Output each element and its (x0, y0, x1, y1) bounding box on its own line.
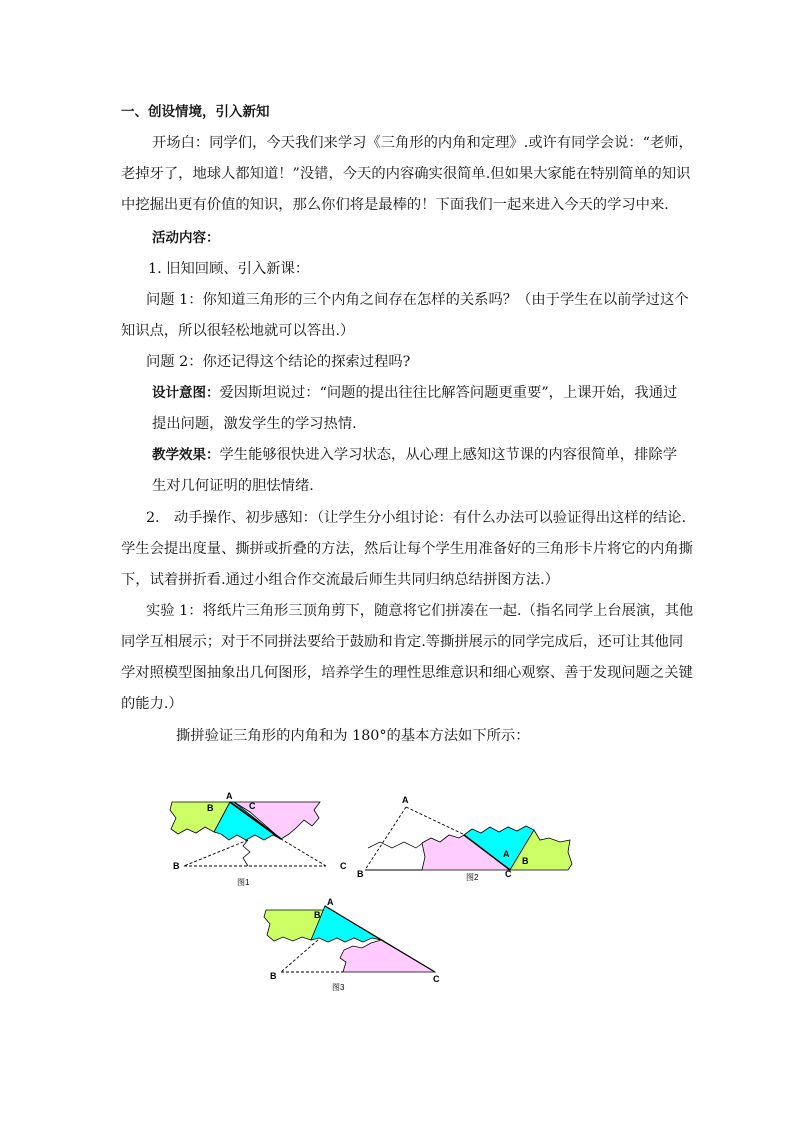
fig2-label-a: A (503, 849, 510, 859)
fig1-label-b-top: B (207, 803, 214, 813)
design-intent-line-2: 提出问题，激发学生的学习热情. (152, 416, 357, 432)
fig3-label-c: C (433, 974, 440, 984)
fig2-label-b-right: B (522, 856, 529, 866)
fig3-label-a: A (327, 897, 334, 907)
opening-line-2: 老掉牙了，地球人都知道！”没错，今天的内容确实很简单.但如果大家能在特别简单的知识 (121, 166, 691, 182)
fig3-pink-piece (340, 940, 435, 972)
fig3-label-b-top: B (314, 910, 321, 920)
figure-2 (357, 795, 572, 882)
item-2-line-1: 2． 动手操作、初步感知：（让学生分小组讨论：有什么办法可以验证得出这样的结论. (146, 510, 687, 526)
figure-3 (264, 897, 440, 992)
fig1-label-c: C (340, 861, 347, 871)
activity-heading: 活动内容： (152, 230, 220, 246)
item-2-line-3: 下，试着拼折看.通过小组合作交流最后师生共同归纳总结拼图方法.） (121, 572, 559, 588)
fig1-label-c-top: C (249, 801, 256, 811)
teaching-effect-label: 教学效果： (152, 447, 220, 463)
opening-line-3: 中挖掘出更有价值的知识，那么你们将是最棒的！下面我们一起来进入今天的学习中来. (121, 197, 669, 213)
fig1-label-a: A (226, 791, 233, 801)
fig2-label-a-top: A (402, 795, 409, 805)
experiment-1-line-1: 实验 1：将纸片三角形三顶角剪下，随意将它们拼凑在一起.（指名同学上台展演，其他 (146, 603, 694, 619)
design-intent-label: 设计意图： (152, 385, 220, 401)
fig3-caption: 图3 (332, 983, 345, 992)
fig2-caption: 图2 (466, 873, 479, 882)
fig2-label-b: B (357, 869, 364, 879)
figure-1 (170, 791, 347, 887)
design-intent-text: 爱因斯坦说过：“问题的提出往往比解答问题更重要”，上课开始，我通过 (219, 385, 678, 401)
teaching-effect-text: 学生能够很快进入学习状态，从心理上感知这节课的内容很简单，排除学 (219, 447, 677, 463)
item-1: 1. 旧知回顾、引入新课： (148, 261, 310, 277)
question-1-line-2: 知识点，所以很轻松地就可以答出.） (121, 323, 355, 339)
section-heading: 一、创设情境，引入新知 (121, 104, 270, 120)
fig1-caption: 图1 (237, 878, 250, 887)
fig3-label-b: B (270, 971, 277, 981)
method-intro: 撕拼验证三角形的内角和为 180°的基本方法如下所示： (176, 728, 530, 744)
question-1-line-1: 问题 1：你知道三角形的三个内角之间存在怎样的关系吗？（由于学生在以前学过这个 (146, 292, 689, 308)
question-2: 问题 2：你还记得这个结论的探索过程吗? (146, 354, 411, 370)
opening-line-1: 开场白：同学们，今天我们来学习《三角形的内角和定理》.或许有同学会说：“老师， (152, 135, 693, 151)
fig2-label-c: C (505, 869, 512, 879)
teaching-effect-line-2: 生对几何证明的胆怯情绪. (152, 478, 314, 494)
experiment-1-line-3: 学对照模型图抽象出几何图形，培养学生的理性思维意识和细心观察、善于发现问题之关键 (121, 665, 693, 681)
item-2-line-2: 学生会提出度量、撕拼或折叠的方法，然后让每个学生用准备好的三角形卡片将它的内角撕 (121, 541, 693, 557)
experiment-1-line-4: 的能力.） (121, 696, 183, 712)
fig1-label-b: B (173, 861, 180, 871)
experiment-1-line-2: 同学互相展示；对于不同拼法要给于鼓励和肯定.等撕拼展示的同学完成后，还可让其他同 (121, 634, 684, 650)
